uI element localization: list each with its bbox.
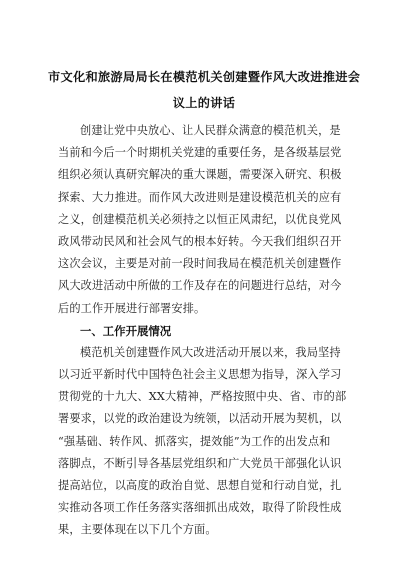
paragraph-line: 政风带动民风和社会风气的根本好转。今天我们组织召开 (58, 234, 342, 248)
title-line-2: 议上的讲话 (172, 96, 236, 110)
paragraph-line: 创建让党中央放心、让人民群众满意的模范机关，是 (80, 124, 341, 137)
paragraph-line: 探索、大力推进。而作风大改进则是建设模范机关的应有 (58, 190, 342, 204)
paragraph-line: 署要求，以党的政治建设为统领，以活动开展为契机，以 (58, 412, 342, 426)
paragraph-line: 提高站位，以高度的政治自觉、思想自觉和行动自觉，扎 (58, 479, 342, 492)
paragraph-line: 组织必须认真研究解决的重大课题，需要深入研究、积极 (58, 168, 342, 182)
paragraph-line: 后的工作开展进行部署安排。 (58, 301, 206, 315)
title-line-1: 市文化和旅游局局长在模范机关创建暨作风大改进推进会 (48, 70, 361, 84)
document-body (58, 120, 358, 542)
page-title (48, 64, 360, 116)
paragraph-line: 贯彻党的十九大、XX大精神，严格按照中央、省、市的部 (58, 390, 347, 404)
paragraph-line: 果，主要体现在以下几个方面。 (58, 523, 217, 537)
paragraph-line: 当前和今后一个时期机关党建的重要任务，是各级基层党 (58, 146, 342, 160)
paragraph-line: 模范机关创建暨作风大改进活动开展以来，我局坚持 (80, 345, 341, 359)
section-heading: 一、工作开展情况 (80, 323, 172, 338)
paragraph-line: 风大改进活动中所做的工作及存在的问题进行总结，对今 (58, 279, 342, 293)
paragraph-line: 落脚点，不断引导各基层党组织和广大党员干部强化认识 (58, 456, 342, 470)
paragraph-line: “强基础、转作风、抓落实，提效能”为工作的出发点和 (58, 434, 331, 448)
paragraph-line: 实推动各项工作任务落实落细抓出成效，取得了阶段性成 (58, 501, 342, 515)
paragraph-line: 以习近平新时代中国特色社会主义思想为指导，深入学习 (58, 368, 342, 382)
paragraph-1 (58, 120, 358, 320)
paragraph-line: 这次会议，主要是对前一段时间我局在模范机关创建暨作 (58, 257, 342, 271)
paragraph-line: 之义，创建模范机关必须持之以恒正风肃纪，以优良党风 (58, 212, 342, 226)
paragraph-2 (58, 342, 358, 542)
